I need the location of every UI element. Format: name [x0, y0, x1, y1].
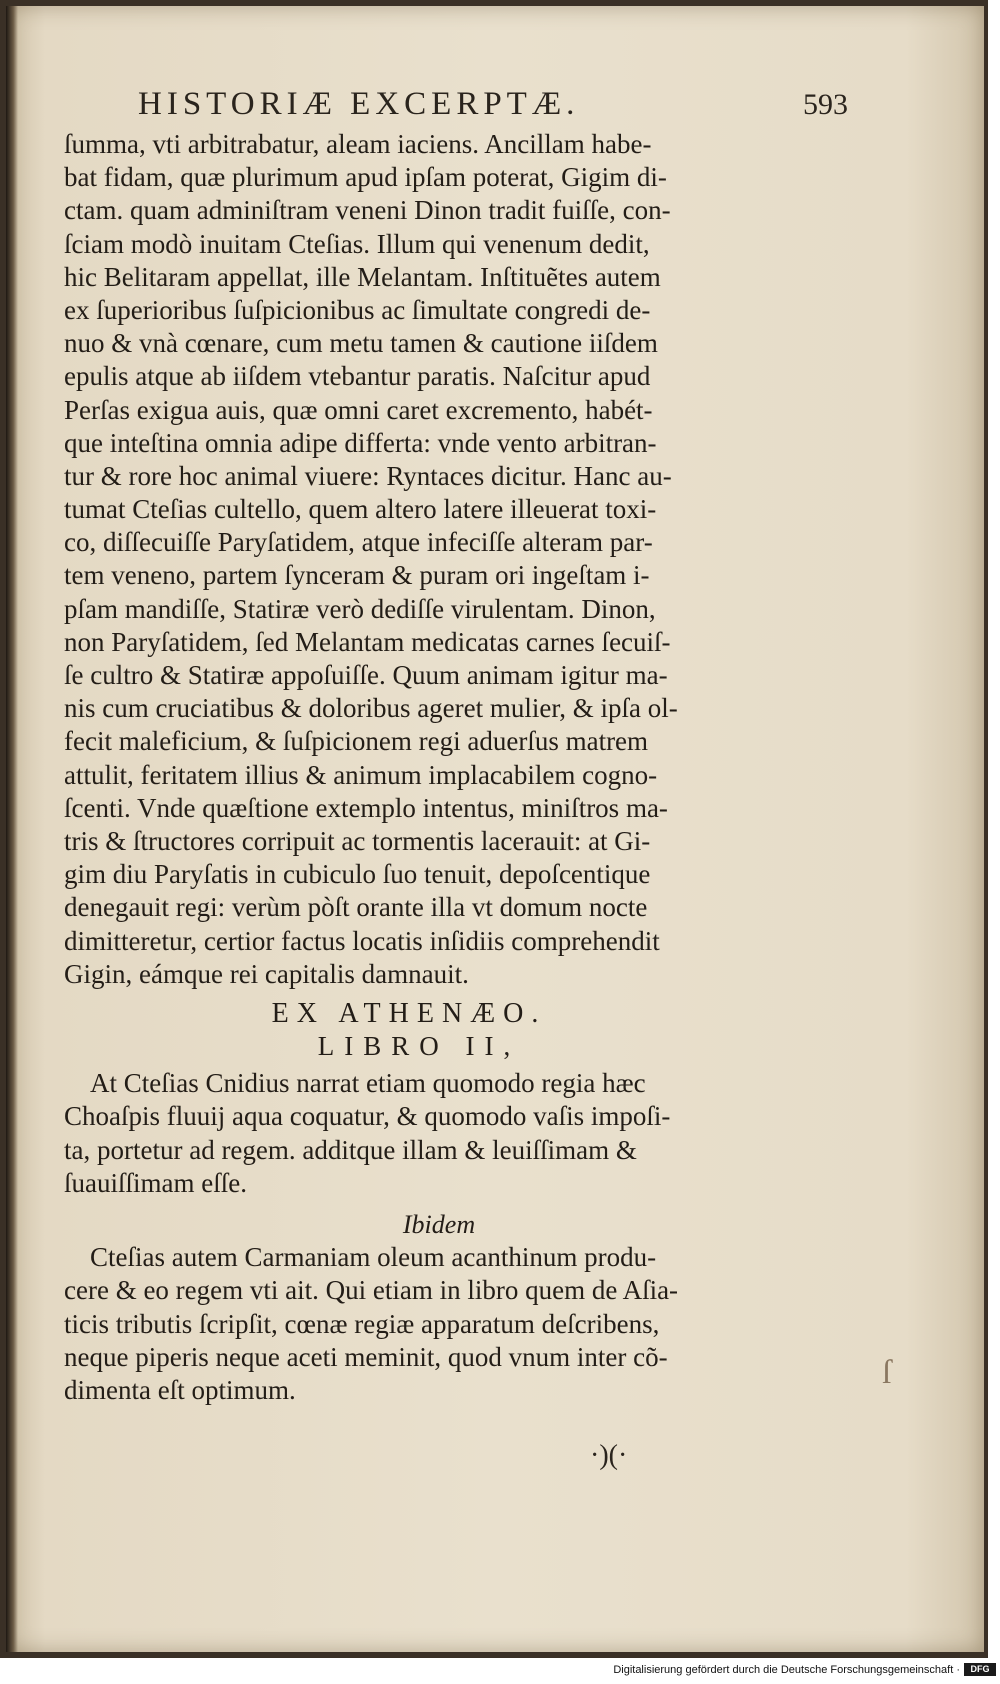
footer-bar — [0, 1658, 1000, 1684]
section-heading: EX ATHENÆO. — [271, 997, 547, 1029]
book-gutter — [6, 6, 18, 1652]
text-line: pſam mandiſſe, Statiræ verò dediſſe virulentam. Dinon, — [64, 593, 656, 624]
margin-mark: ſ — [882, 1354, 892, 1391]
page-number: 593 — [803, 88, 848, 121]
body-paragraph — [64, 128, 754, 991]
text-line: tem veneno, partem ſynceram & puram ori ingeſtam i- — [64, 560, 650, 591]
text-line: fecit maleficium, & ſuſpicionem regi aduerſus matrem — [64, 726, 649, 757]
text-line: ticis tributis ſcripſit, cœnæ regiæ apparatum deſcribens, — [64, 1308, 660, 1339]
text-line: Cteſias autem Carmaniam oleum acanthinum produ- — [90, 1242, 657, 1273]
ibidem-paragraph — [64, 1241, 754, 1407]
section-subheading: LIBRO II, — [317, 1031, 521, 1062]
text-line: cere & eo regem vti ait. Qui etiam in libro quem de Aſia- — [64, 1275, 679, 1306]
text-line: attulit, feritatem illius & animum implacabilem cogno- — [64, 759, 658, 790]
running-title: HISTORIÆ EXCERPTÆ. — [138, 86, 580, 122]
ibidem-heading: Ibidem — [402, 1210, 476, 1239]
text-line: ſciam modò inuitam Cteſias. Illum qui venenum dedit, — [64, 228, 650, 259]
text-line: ſe cultro & Statiræ appoſuiſſe. Quum animam igitur ma- — [64, 660, 668, 690]
text-line: ſumma, vti arbitrabatur, aleam iaciens. Ancillam habe- — [64, 129, 652, 159]
text-line: dimitteretur, certior factus locatis inſidiis comprehendit — [64, 925, 660, 956]
text-line: ſcenti. Vnde quæſtione extemplo intentus, miniſtros ma- — [64, 792, 668, 823]
text-line: dimenta eſt optimum. — [64, 1374, 296, 1405]
text-block — [64, 128, 754, 1407]
text-line: hic Belitaram appellat, ille Melantam. Inſtituẽtes autem — [64, 261, 661, 292]
text-line: ta, portetur ad regem. additque illam & leuiſſimam & — [64, 1134, 637, 1165]
text-line: bat fidam, quæ plurimum apud ipſam poterat, Gigim di- — [64, 162, 667, 193]
dfg-logo-icon: DFG — [964, 1663, 996, 1676]
text-line: tumat Cteſias cultello, quem altero latere illeuerat toxi- — [64, 494, 657, 525]
text-line: Gigin, eámque rei capitalis damnauit. — [64, 958, 469, 989]
text-line: nuo & vnà cœnare, cum metu tamen & cautione iiſdem — [64, 328, 658, 359]
text-line: ex ſuperioribus ſuſpicionibus ac ſimultate congredi de- — [64, 294, 651, 325]
running-head — [128, 86, 848, 126]
text-line: epulis atque ab iiſdem vtebantur paratis. Naſcitur apud — [64, 361, 651, 392]
text-line: Perſas exigua auis, quæ omni caret excremento, habét- — [64, 394, 653, 425]
text-line: tris & ſtructores corripuit ac tormentis lacerauit: at Gi- — [64, 825, 651, 856]
text-line: tur & rore hoc animal viuere: Ryntaces dicitur. Hanc au- — [64, 460, 672, 491]
text-line: que inteſtina omnia adipe differta: vnde vento arbitran- — [64, 427, 657, 458]
text-line: ſuauiſſimam eſſe. — [64, 1167, 247, 1198]
text-line: co, diſſecuiſſe Paryſatidem, atque infeciſſe alteram par- — [64, 527, 653, 558]
text-line: Choaſpis fluuij aqua coquatur, & quomodo vaſis impoſi- — [64, 1101, 671, 1132]
footer-credit: Digitalisierung gefördert durch die Deutsche Forschungsgemeinschaft · — [613, 1664, 960, 1676]
text-line: non Paryſatidem, ſed Melantam medicatas carnes ſecuiſ- — [64, 626, 671, 657]
text-line: gim diu Paryſatis in cubiculo ſuo tenuit, depoſcentique — [64, 859, 651, 890]
text-line: nis cum cruciatibus & doloribus ageret mulier, & ipſa ol- — [64, 693, 678, 724]
athenaeus-paragraph — [64, 1063, 754, 1200]
end-ornament: ·)(· — [590, 1440, 628, 1471]
text-line: At Cteſias Cnidius narrat etiam quomodo regia hæc — [90, 1068, 646, 1099]
text-line: denegauit regi: verùm pòſt orante illa vt domum nocte — [64, 892, 648, 923]
text-line: neque piperis neque aceti meminit, quod vnum inter cõ- — [64, 1341, 668, 1372]
text-line: ctam. quam adminiſtram veneni Dinon tradit fuiſſe, con- — [64, 195, 671, 226]
